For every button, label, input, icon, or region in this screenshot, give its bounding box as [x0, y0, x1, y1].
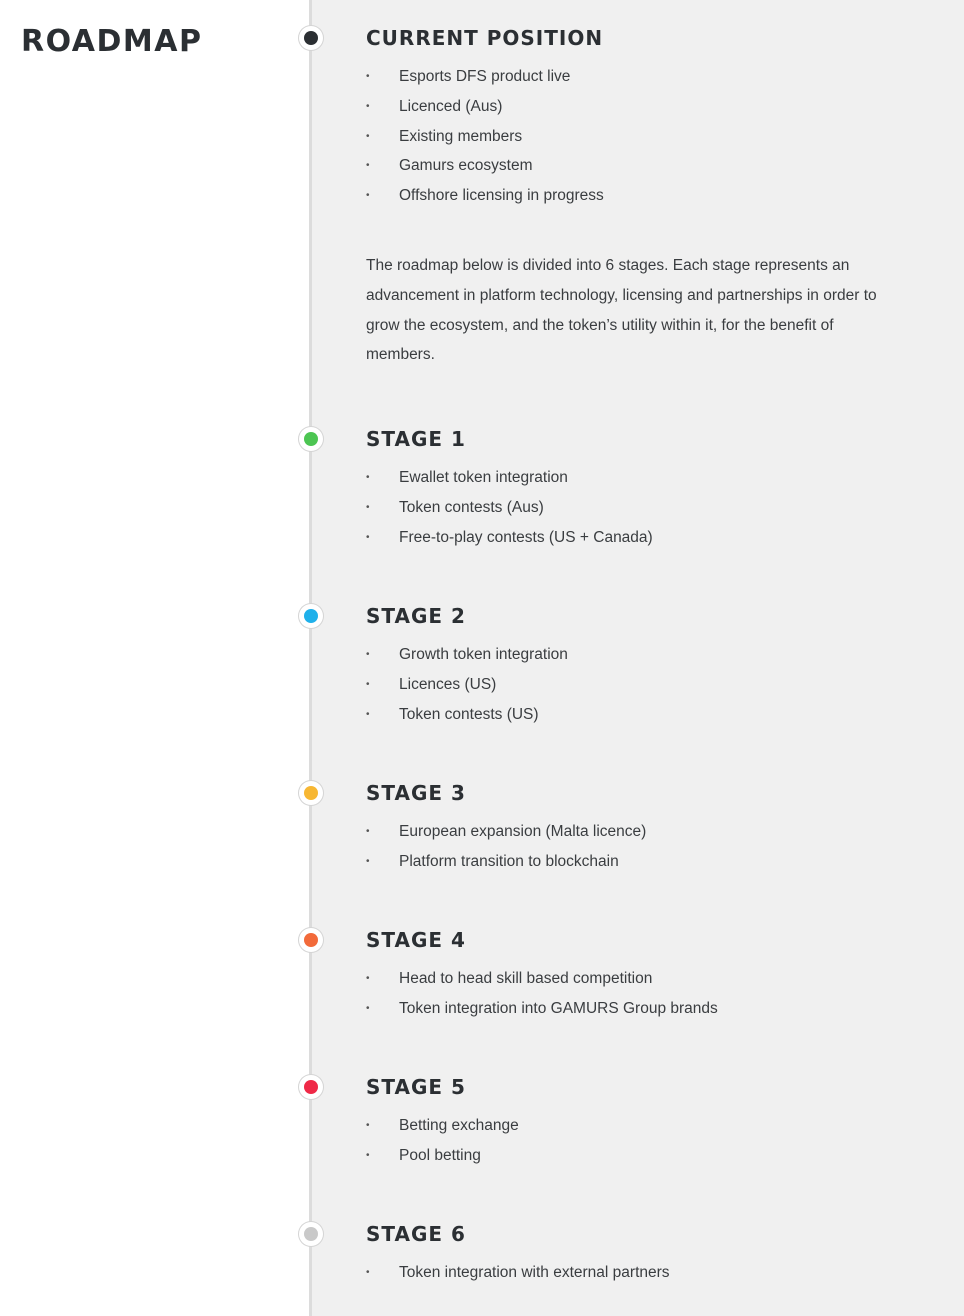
section-title: STAGE 5 [366, 1075, 466, 1099]
item-list [366, 646, 926, 735]
item-list [366, 1117, 926, 1177]
list-item [366, 646, 926, 676]
list-item-text: Token integration into GAMURS Group brands [399, 999, 718, 1017]
timeline-dot-stage-2 [299, 604, 323, 628]
timeline-dot-current-inner [304, 31, 318, 45]
section-stage-3 [366, 781, 926, 883]
list-item-text: Offshore licensing in progress [399, 187, 604, 205]
page-title: ROADMAP [21, 24, 203, 59]
list-item [366, 1147, 926, 1177]
bullet-icon: • [366, 649, 370, 660]
section-stage-1 [366, 427, 926, 558]
list-item-text: Head to head skill based competition [399, 970, 653, 987]
bullet-icon: • [366, 1267, 370, 1278]
list-item-text: Betting exchange [399, 1117, 519, 1134]
timeline-dot-stage-6 [299, 1222, 323, 1246]
bullet-icon: • [366, 1149, 370, 1161]
list-item-text: Existing members [399, 127, 523, 145]
intro-paragraph: The roadmap below is divided into 6 stages. Each stage represents an advancement in platform technology, licensing and partnerships in order to grow the ecosystem, and the token’s utility within it, for the benefit of members. [366, 256, 877, 364]
list-item [366, 1117, 926, 1147]
list-item-text: Gamurs ecosystem [399, 157, 533, 175]
list-item-text: Token contests (Aus) [399, 498, 544, 516]
item-list [366, 469, 926, 558]
bullet-icon: • [366, 71, 370, 82]
list-item [366, 499, 926, 529]
list-item-text: Pool betting [399, 1146, 481, 1164]
list-item [366, 676, 926, 706]
timeline-dot-stage-4-inner [304, 933, 318, 947]
section-stage-6 [366, 1222, 926, 1294]
bullet-icon: • [366, 973, 370, 984]
bullet-icon: • [366, 472, 370, 483]
list-item-text: Platform transition to blockchain [399, 852, 619, 870]
list-item [366, 187, 926, 217]
section-stage-4 [366, 928, 926, 1030]
bullet-icon: • [366, 130, 370, 142]
list-item [366, 1264, 926, 1294]
section-title: CURRENT POSITION [366, 26, 604, 50]
timeline-dot-stage-3-inner [304, 786, 318, 800]
list-item [366, 469, 926, 499]
bullet-icon: • [366, 1120, 370, 1131]
list-item-text: Licences (US) [399, 675, 497, 693]
bullet-icon: • [366, 160, 370, 172]
bullet-icon: • [366, 501, 370, 513]
list-item [366, 529, 926, 559]
left-column [0, 0, 311, 1316]
section-title: STAGE 3 [366, 781, 466, 805]
list-item [366, 970, 926, 1000]
bullet-icon: • [366, 100, 370, 112]
list-item-text: Token integration with external partners [399, 1264, 670, 1281]
item-list [366, 823, 926, 883]
section-title: STAGE 6 [366, 1222, 466, 1246]
bullet-icon: • [366, 190, 370, 202]
item-list [366, 970, 926, 1030]
list-item-text: Free-to-play contests (US + Canada) [399, 528, 653, 546]
section-stage-5 [366, 1075, 926, 1177]
list-item [366, 853, 926, 883]
timeline-dot-stage-2-inner [304, 609, 318, 623]
list-item-text: European expansion (Malta licence) [399, 823, 647, 840]
timeline-dot-stage-1 [299, 427, 323, 451]
list-item [366, 98, 926, 128]
timeline-dot-stage-5 [299, 1075, 323, 1099]
bullet-icon: • [366, 826, 370, 837]
section-title: STAGE 1 [366, 427, 466, 451]
section-title: STAGE 2 [366, 604, 466, 628]
list-item-text: Ewallet token integration [399, 469, 568, 486]
timeline-dot-stage-5-inner [304, 1080, 318, 1094]
list-item [366, 68, 926, 98]
item-list [366, 68, 926, 217]
bullet-icon: • [366, 1002, 370, 1014]
timeline-line [309, 0, 312, 1316]
list-item [366, 157, 926, 187]
section-stage-2 [366, 604, 926, 735]
bullet-icon: • [366, 678, 370, 690]
bullet-icon: • [366, 531, 370, 543]
list-item [366, 706, 926, 736]
timeline-dot-stage-6-inner [304, 1227, 318, 1241]
section-current-position [366, 26, 926, 370]
bullet-icon: • [366, 708, 370, 720]
timeline-dot-stage-1-inner [304, 432, 318, 446]
list-item-text: Licenced (Aus) [399, 97, 503, 115]
list-item-text: Growth token integration [399, 646, 568, 663]
list-item-text: Token contests (US) [399, 705, 539, 723]
bullet-icon: • [366, 855, 370, 867]
list-item-text: Esports DFS product live [399, 68, 571, 85]
timeline-dot-current [299, 26, 323, 50]
timeline-dot-stage-4 [299, 928, 323, 952]
section-title: STAGE 4 [366, 928, 466, 952]
item-list [366, 1264, 926, 1294]
timeline-dot-stage-3 [299, 781, 323, 805]
list-item [366, 823, 926, 853]
list-item [366, 128, 926, 158]
list-item [366, 1000, 926, 1030]
